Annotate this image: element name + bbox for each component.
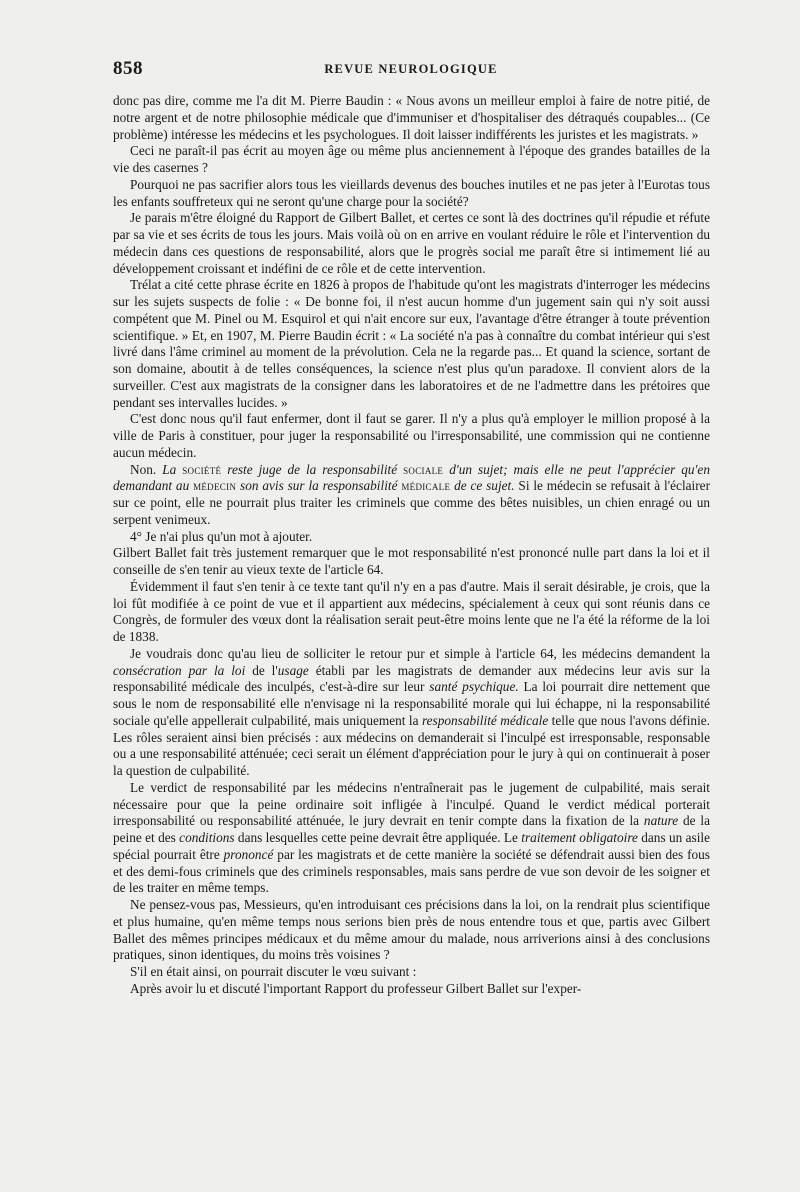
text-segment: d'un sujet; mais elle ne peut l'apprécier qu'en demandant au (113, 461, 710, 494)
text-segment: médecin (193, 478, 237, 494)
paragraph-p2: Ceci ne paraît-il pas écrit au moyen âge ou même plus anciennement à l'époque des grandes batailles de la vie des casernes ? (113, 143, 710, 175)
text-segment: Je voudrais donc qu'au lieu de solliciter le retour pur et simple à l'article 64, les médecins demandent la (130, 645, 710, 661)
text-segment: dans lesquelles cette peine devrait être appliquée. Le (234, 830, 522, 845)
text-segment: reste juge de la responsabilité (221, 461, 404, 477)
text-segment: établi par les magistrats de demander aux médecins leur avis sur la responsabilité médicale des inculpés, c'est-à-dire sur leur (113, 662, 710, 695)
paragraph-p6: C'est donc nous qu'il faut enfermer, dont il faut se garer. Il n'y a plus qu'à employer le million proposé à la ville de Paris à constituer, pour juger la responsabilité ou l'irresponsabilité, une commission qui ne contienne aucun médecin. (113, 411, 710, 460)
text-segment: santé psychique. (429, 679, 519, 695)
paragraph-p1: donc pas dire, comme me l'a dit M. Pierre Baudin : « Nous avons un meilleur emploi à faire de notre pitié, de notre argent et de notre philosophie médicale que d'immuniser et d'hospitaliser des détraqués coupables... (Ce problème) intéresse les médecins et les psychologues. Il doit laisser indifférents les juristes et les magistrats. » (113, 93, 710, 142)
text-segment: médicale (401, 478, 451, 494)
text-segment: La (162, 461, 183, 477)
text-segment: Non. (130, 461, 163, 477)
paragraph-p14: S'il en était ainsi, on pourrait discuter le vœu suivant : (130, 964, 417, 979)
running-title: REVUE NEUROLOGIQUE (324, 62, 498, 76)
text-segment: société (182, 461, 222, 477)
text-segment: nature (643, 813, 679, 829)
text-segment: telle que nous l'avons définie. Les rôles seraient ainsi bien précisés : aux médecins on demanderait si l'inculpé est irresponsable, responsable ou a une responsabilité atténuée; ceci serait un élément d'appréciation pour le jury à qui on continuerait à poser la question de culpabilité. (113, 712, 710, 778)
text-segment: consécration par la loi (113, 662, 246, 678)
text-segment: de la peine et des (113, 813, 710, 845)
page-header (113, 58, 709, 82)
text-segment: La loi pourrait dire nettement que sous le nom de responsabilité elle n'envisage ni la responsabilité morale qui lui échappe, ni la responsabilité sociale qu'elle appellerait culpabilité, mais uniquement la (113, 679, 710, 728)
text-segment: Si le médecin se refusait à l'éclairer sur ce point, elle ne pourrait plus traiter les criminels que comme des bêtes nuisibles, un chien enragé ou un serpent venimeux. (113, 478, 710, 527)
paragraph-p12 (113, 780, 710, 897)
text-segment: dans un asile spécial pourrait être (113, 830, 710, 862)
text-segment: Le verdict de responsabilité par les médecins n'entraînerait pas le jugement de culpabilité, mais serait nécessaire pour que la peine ordinaire soit infligée à l'inculpé. Quand le verdict médical porterait irresponsabilité ou responsabilité atténuée, le jury devrait en tenir compte dans la fixation de la (113, 779, 710, 829)
text-segment: usage (277, 662, 309, 678)
paragraph-p5: Trélat a cité cette phrase écrite en 1826 à propos de l'habitude qu'ont les magistrats d'interroger les médecins sur les sujets suspects de folie : « De bonne foi, il n'est aucun homme d'un jugement sain qui n'y soit aussi compétent que M. Pinel ou M. Esquirol et qui n'ait encore sur eux, l'avantage d'être étranger à toute prévention scientifique. » Et, en 1907, M. Pierre Baudin écrit : « La société n'a pas à connaître du combat intérieur qui s'est livré dans l'âme criminel au moment de la prévolution. Cela ne la regarde pas... Et quand la science, sortant de son domaine, aboutit à de telles conséquences, la science n'est plus qu'un paradoxe. Il convient alors de la surveiller. C'est aux magistrats de la consigner dans les laboratoires et de ne l'admettre dans les prétoires que pendant ses intervalles lucides. » (113, 277, 710, 410)
paragraph-p7 (113, 462, 710, 529)
paragraph-p15: Après avoir lu et discuté l'important Rapport du professeur Gilbert Ballet sur l'exper- (130, 980, 582, 996)
article-body (113, 93, 710, 998)
text-segment: par les magistrats et de cette manière la société se défendrait aussi bien des fous et des demi-fous criminels que des criminels responsables, mais sans perdre de vue son devoir de les soigner et de les traiter en même temps. (113, 846, 710, 896)
paragraph-p11 (113, 646, 710, 780)
text-segment: conditions (179, 830, 235, 845)
paragraph-p8: 4° Je n'ai plus qu'un mot à ajouter. (130, 528, 313, 544)
text-segment: son avis sur la responsabilité (236, 478, 402, 494)
paragraph-p4: Je parais m'être éloigné du Rapport de Gilbert Ballet, et certes ce sont là des doctrines qu'il répudie et réfute par sa vie et ses écrits de tous les jours. Mais voilà où on en arrive en voulant réduire le rôle et l'intervention du médecin dans ces questions de responsabilité, alors que le progrès social me paraît être si intimement lié au développement croissant et indéfini de ce rôle et de cette intervention. (113, 210, 710, 276)
text-segment: traitement obligatoire (521, 830, 638, 845)
page-number: 858 (113, 58, 143, 79)
paragraph-p9: Gilbert Ballet fait très justement remarquer que le mot responsabilité n'est prononcé nulle part dans la loi et il conseille de s'en tenir au vieux texte de l'article 64. (113, 545, 710, 577)
paragraph-p10: Évidemment il faut s'en tenir à ce texte tant qu'il n'y en a pas d'autre. Mais il serait désirable, je crois, que la loi fût modifiée à ce point de vue et il appartient aux médecins, spécialement à ceux qui sont réunis dans ce Congrès, de formuler des vœux dont la réalisation serait peut-être moins lente que ne l'a été la réforme de la loi de 1838. (113, 578, 710, 644)
text-segment: prononcé (223, 846, 274, 862)
paragraph-p13: Ne pensez-vous pas, Messieurs, qu'en introduisant ces précisions dans la loi, on la rendrait plus scientifique et plus humaine, qu'en même temps nous serions bien près de nous entendre tous et que, partis avec Gilbert Ballet des mêmes principes médicaux et du même amour du malade, nous arriverions ainsi à des conclusions pratiques, sinon identiques, du moins très voisines ? (113, 897, 710, 963)
text-segment: responsabilité médicale (421, 712, 549, 728)
paragraph-p3: Pourquoi ne pas sacrifier alors tous les vieillards devenus des bouches inutiles et ne pas jeter à l'Eurotas tous les enfants souffreteux qui ne seront qu'une charge pour la société? (113, 176, 710, 209)
text-segment: de l' (245, 662, 278, 678)
text-segment: de ce sujet. (450, 478, 515, 494)
text-segment: sociale (403, 461, 444, 477)
